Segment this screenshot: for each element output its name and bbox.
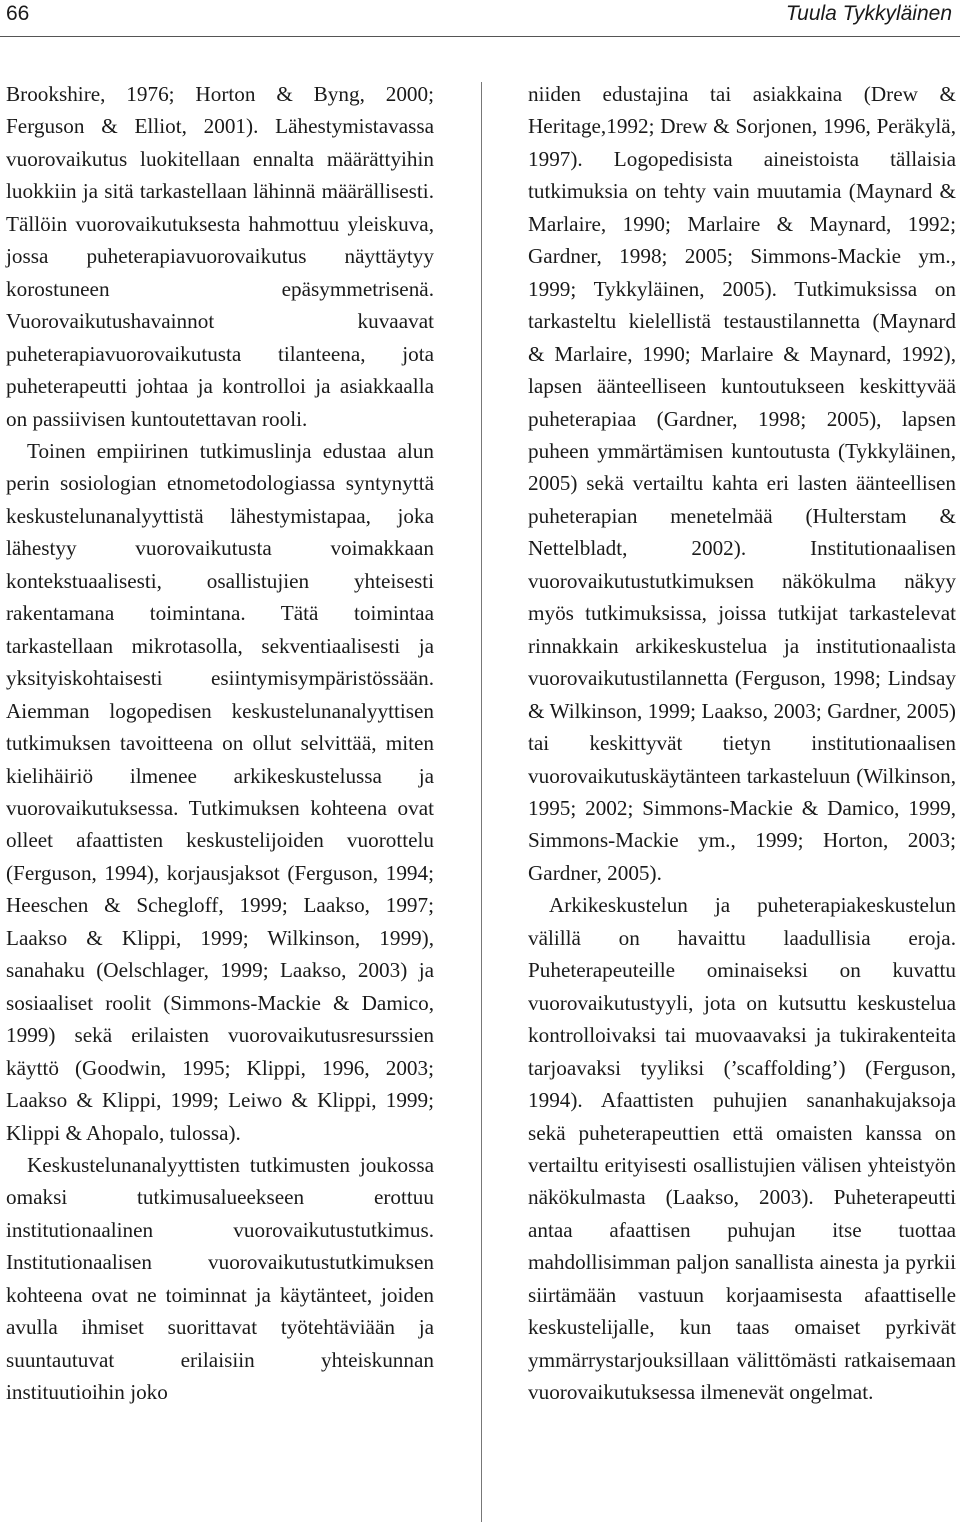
column-divider (481, 82, 482, 1522)
header-rule (0, 36, 960, 37)
paragraph: Arkikeskustelun ja puheterapiakeskustelun välillä on havaittu laadullisia eroja. Puheterapeuteille ominaiseksi on kuvattu vuorovaikutustyyli, jota on kutsuttu keskustelua kontrolloivaksi tai muovaavaksi ja tukirakenteita tarjoavaksi tyyliksi (’scaffolding’) (Ferguson, 1994). Afaattisten puhujien sananhakujaksoja sekä puheterapeuttien että omaisten kanssa on vertailtu erityisesti osallistujien välisen yhteistyön näkökulmasta (Laakso, 2003). Puheterapeutti antaa afaattisen puhujan itse tuottaa mahdollisimman paljon sanallista ainesta ja pyrkii siirtämään vastuun korjaamisesta afaattiselle keskustelijalle, kun taas omaiset pyrkivät ymmärrystarjouksillaan välittömästi ratkaisemaan vuorovaikutuksessa ilmenevät ongelmat. (528, 893, 956, 1405)
running-head-author: Tuula Tykkyläinen (785, 2, 952, 25)
page-header (0, 0, 960, 34)
paragraph: Brookshire, 1976; Horton & Byng, 2000; Ferguson & Elliot, 2001). Lähestymistavassa vuorovaikutus luokitellaan ennalta määrättyihin luokkiin ja sitä tarkastellaan lähinnä määrällisesti. Tällöin vuorovaikutuksesta hahmottuu yleiskuva, jossa puheterapiavuorovaikutus näyttäytyy korostuneen epäsymmetrisenä. Vuorovaikutushavainnot kuvaavat puheterapiavuorovaikutusta tilanteena, jota puheterapeutti johtaa ja kontrolloi ja asiakkaalla on passiivisen kuntoutettavan rooli. (6, 82, 434, 431)
right-column (528, 78, 956, 1409)
paragraph: niiden edustajina tai asiakkaina (Drew & Heritage,1992; Drew & Sorjonen, 1996, Peräkylä, 1997). Logopedisista aineistoista tällaisia tutkimuksia on tehty vain muutamia (Maynard & Marlaire, 1990; Marlaire & Maynard, 1992; Gardner, 1998; 2005; Simmons-Mackie ym., 1999; Tykkyläinen, 2005). Tutkimuksissa on tarkasteltu kielellistä testaustilannetta (Maynard & Marlaire, 1990; Marlaire & Maynard, 1992), lapsen äänteelliseen kuntoutukseen keskittyvää puheterapiaa (Gardner, 1998; 2005), lapsen puheen ymmärtämisen kuntoutusta (Tykkyläinen, 2005) sekä vertailtu kahta eri lasten äänteellisen puheterapian menetelmää (Hulterstam & Nettelbladt, 2002). Institutionaalisen vuorovaikutustutkimuksen näkökulma näkyy myös tutkimuksissa, joissa tutkijat tarkastelevat rinnakkain arkikeskustelua ja institutionaalista vuorovaikutustilannetta (Ferguson, 1998; Lindsay & Wilkinson, 1999; Laakso, 2003; Gardner, 2005) tai keskittyvät tietyn institutionaalisen vuorovaikutuskäytänteen tarkasteluun (Wilkinson, 1995; 2002; Simmons-Mackie & Damico, 1999, Simmons-Mackie ym., 1999; Horton, 2003; Gardner, 2005). (528, 82, 956, 885)
paragraph: Keskustelunanalyyttisten tutkimusten joukossa omaksi tutkimusalueekseen erottuu institutionaalinen vuorovaikutustutkimus. Institutionaalisen vuorovaikutustutkimuksen kohteena ovat ne toiminnat ja käytänteet, joiden avulla ihmiset suorittavat työtehtäviään ja suuntautuvat erilaisiin yhteiskunnan instituutioihin joko (6, 1152, 434, 1405)
paragraph: Toinen empiirinen tutkimuslinja edustaa alun perin sosiologian etnometodologiassa syntynyttä keskustelunanalyyttistä lähestymistapaa, joka lähestyy vuorovaikutusta voimakkaan kontekstuaalisesti, osallistujien yhteisesti rakentamana toimintana. Tätä toimintaa tarkastellaan mikrotasolla, sekventiaalisesti ja yksityiskohtaisesti esiintymisympäristössään. Aiemman logopedisen keskustelunanalyyttisen tutkimuksen tavoitteena on ollut selvittää, miten kielihäiriö ilmenee arkikeskustelussa ja vuorovaikutuksessa. Tutkimuksen kohteena ovat olleet afaattisten keskustelijoiden vuorottelu (Ferguson, 1994), korjausjaksot (Ferguson, 1994; Heeschen & Schegloff, 1999; Laakso, 1997; Laakso & Klippi, 1999; Wilkinson, 1999), sanahaku (Oelschlager, 1999; Laakso, 2003) ja sosiaaliset roolit (Simmons-Mackie & Damico, 1999) sekä erilaisten vuorovaikutusresurssien käyttö (Goodwin, 1995; Klippi, 1996, 2003; Laakso & Klippi, 1999; Leiwo & Klippi, 1999; Klippi & Ahopalo, tulossa). (6, 438, 434, 1145)
page-number: 66 (6, 2, 30, 25)
left-column (6, 78, 434, 1409)
